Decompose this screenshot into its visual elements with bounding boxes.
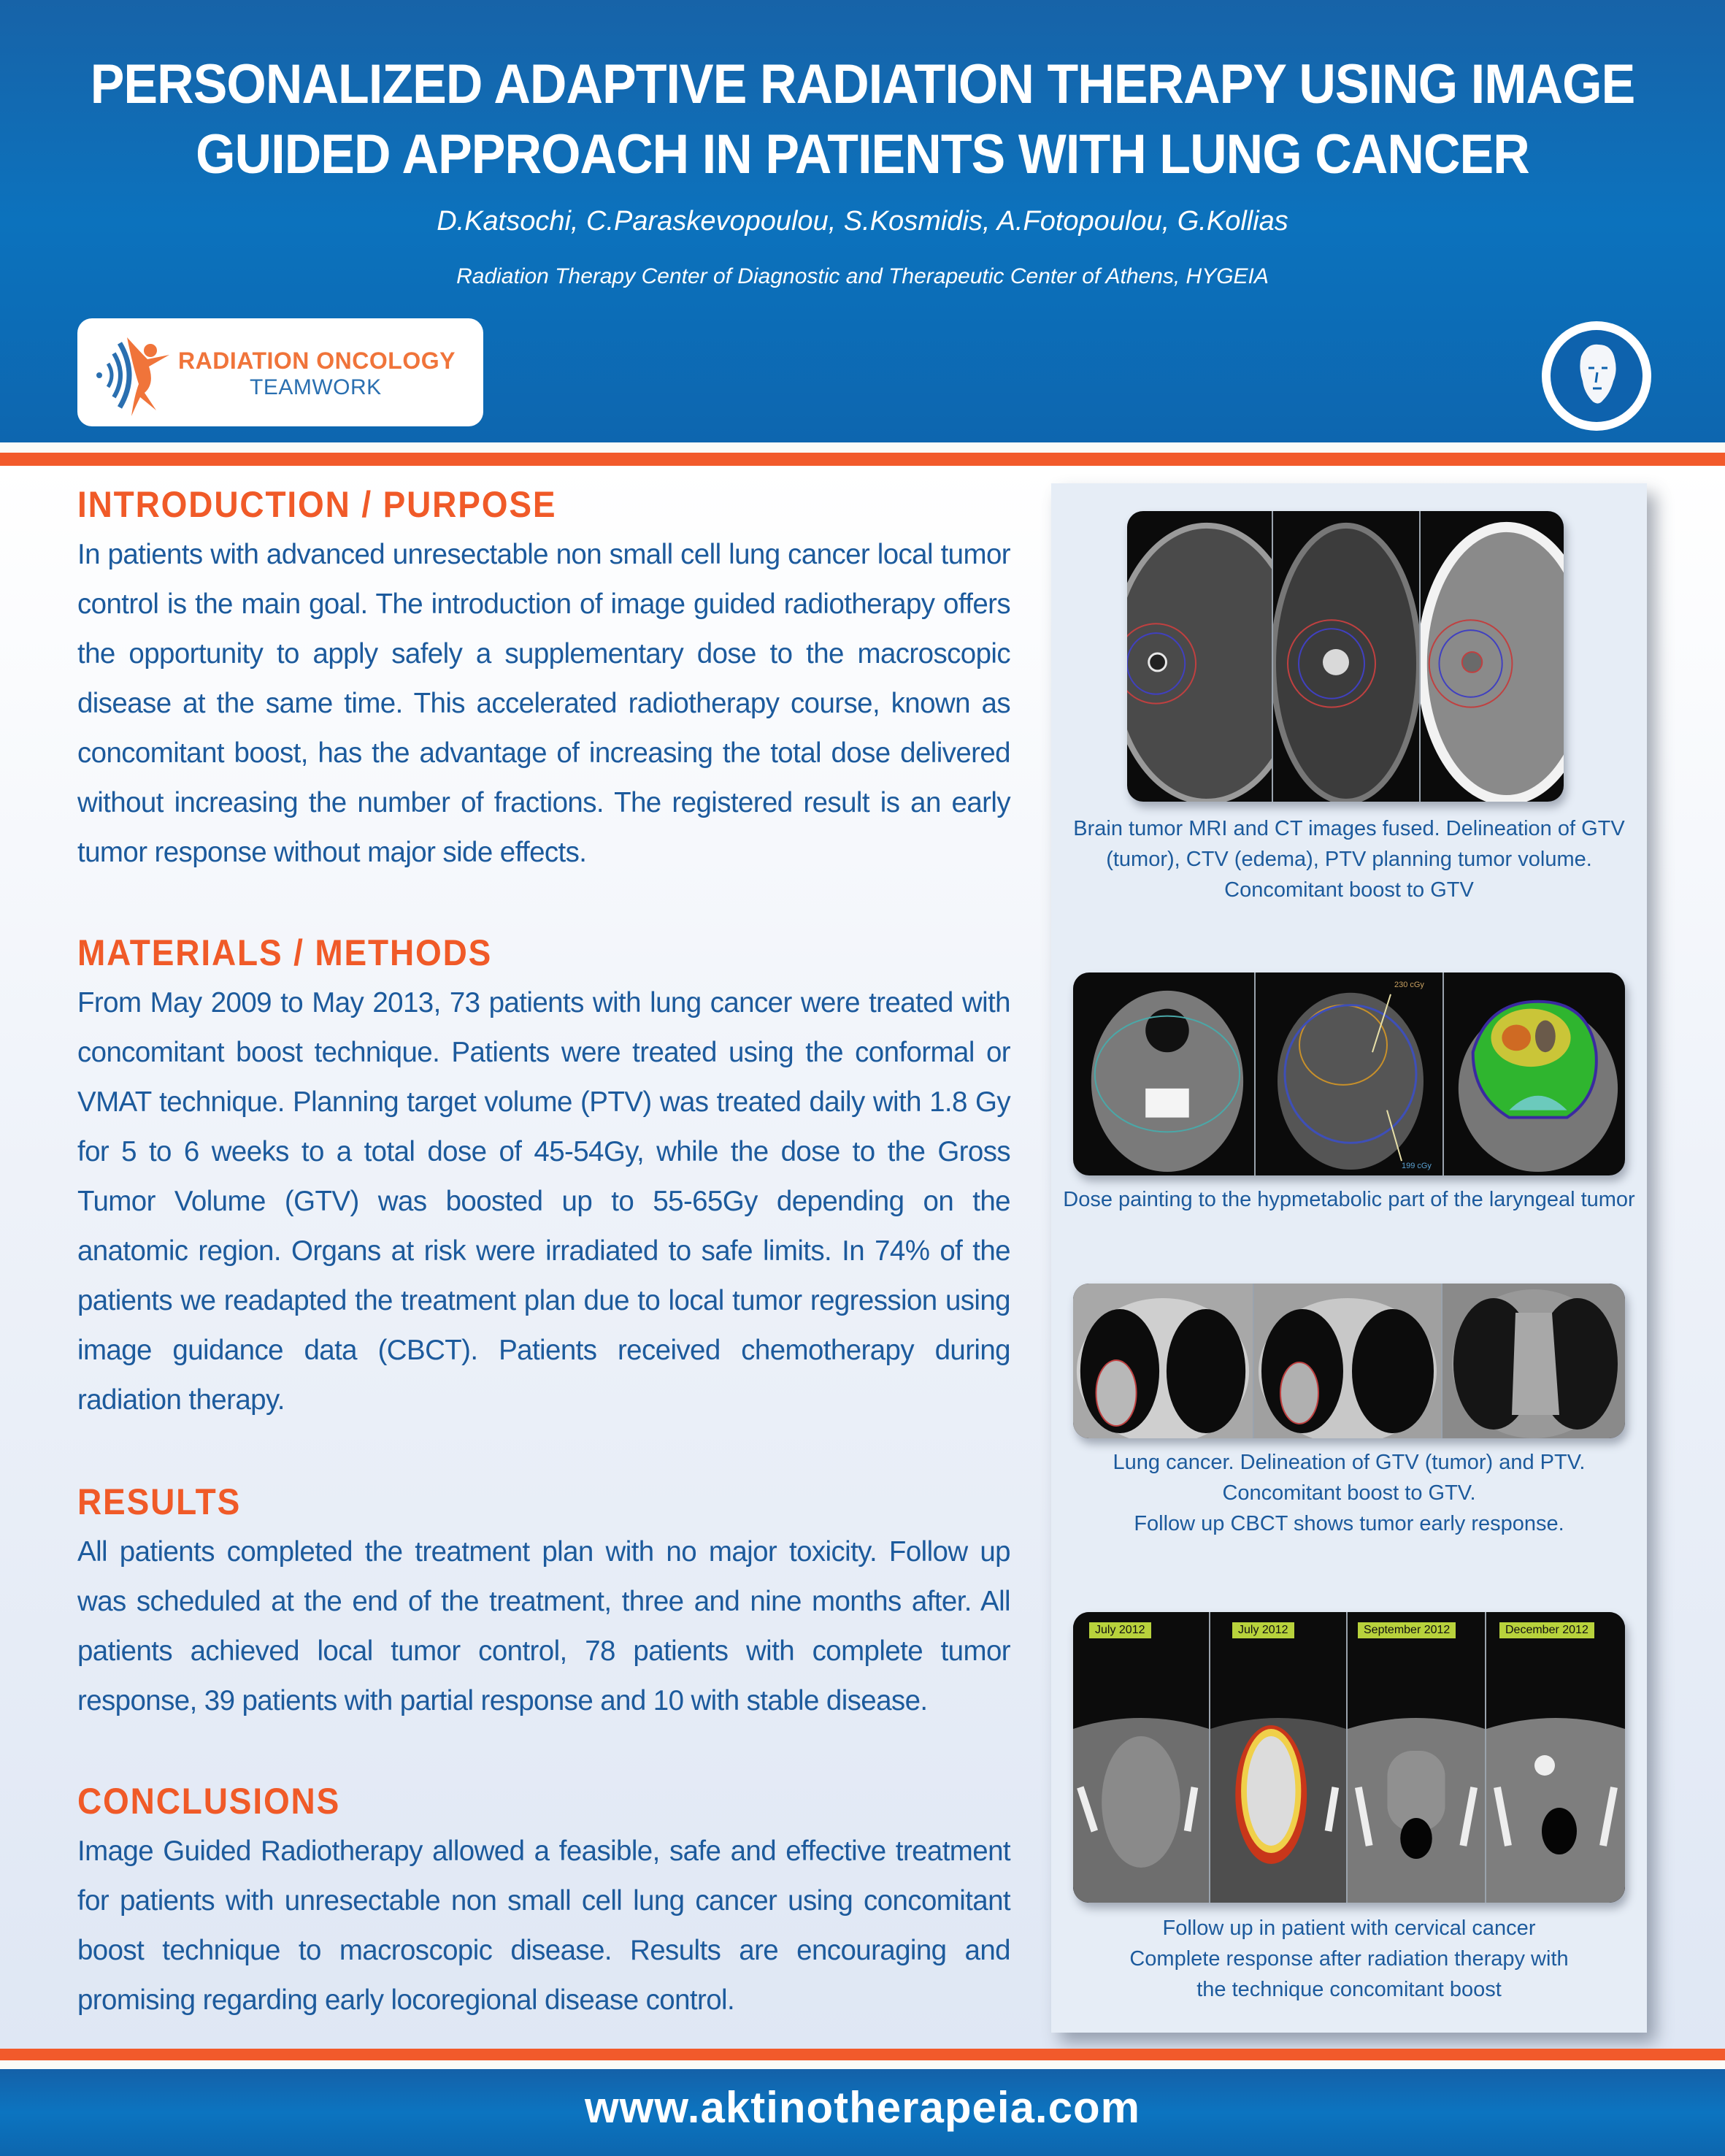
brain-mri-t2-image	[1273, 511, 1421, 802]
header-divider-orange	[0, 453, 1725, 466]
section-body: In patients with advanced unresectable non small cell lung cancer local tumor control is the main goal. The introduction of image guided radiotherapy offers the opportunity to apply safely a supplementary dose to the macroscopic disease at the same time. This accelerated radiotherapy course, known as concomitant boost, has the advantage of increasing the total dose delivered without increasing the number of fractions. The registered result is an early tumor response without major side effects.	[77, 539, 1010, 868]
logo-text-line2: TEAMWORK	[250, 375, 382, 399]
figure-caption-lung: Lung cancer. Delineation of GTV (tumor) and PTV. Concomitant boost to GTV. Follow up CBCT shows tumor early response.	[1113, 1451, 1586, 1535]
date-tag: July 2012	[1232, 1622, 1294, 1638]
section-results	[77, 1481, 1010, 1726]
section-introduction	[77, 483, 1010, 878]
figure-laryngeal-dose-painting	[1073, 972, 1625, 1175]
poster-header	[0, 0, 1725, 442]
poster-title	[69, 50, 1656, 190]
figure-lung-scans	[1073, 1284, 1625, 1438]
section-title: INTRODUCTION / PURPOSE	[77, 484, 557, 525]
lung-cbct-followup-image	[1442, 1284, 1625, 1438]
larynx-ct-arrow-image	[1256, 972, 1444, 1175]
website-url[interactable]: www.aktinotherapeia.com	[585, 2083, 1140, 2132]
cervical-ct-september-image	[1348, 1612, 1486, 1903]
section-title: RESULTS	[77, 1481, 242, 1522]
lung-ct-planning-image	[1073, 1284, 1254, 1438]
title-line-1: PERSONALIZED ADAPTIVE RADIATION THERAPY USING IMAGE	[90, 53, 1635, 115]
figure-cervical-followup	[1073, 1612, 1625, 1903]
date-tag: September 2012	[1358, 1622, 1456, 1638]
section-conclusions	[77, 1780, 1010, 2025]
section-body: Image Guided Radiotherapy allowed a feasible, safe and effective treatment for patients with unresectable non small cell lung cancer using concomitant boost technique to macroscopic disease. Results are encouraging and promising regarding early locoregional disease control.	[77, 1835, 1010, 2016]
cervical-pet-july-image	[1210, 1612, 1348, 1903]
poster-footer	[0, 2069, 1725, 2156]
dose-label-230: 230 cGy	[1394, 980, 1424, 989]
footer-divider-orange	[0, 2049, 1725, 2060]
affiliation: Radiation Therapy Center of Diagnostic and Therapeutic Center of Athens, HYGEIA	[456, 264, 1269, 288]
institution-seal	[1542, 321, 1651, 431]
date-tag: July 2012	[1089, 1622, 1151, 1638]
larynx-dose-colorwash-image	[1444, 972, 1625, 1175]
brain-ct-image	[1421, 511, 1564, 802]
cervical-ct-july-image	[1073, 1612, 1210, 1903]
figure-panel	[1051, 483, 1647, 2033]
dose-label-199: 199 cGy	[1402, 1162, 1432, 1171]
header-divider-white	[0, 442, 1725, 453]
radiation-oncology-teamwork-logo	[77, 318, 483, 426]
figure-caption-larynx: Dose painting to the hypmetabolic part of the laryngeal tumor	[1063, 1188, 1635, 1211]
figure-caption-brain: Brain tumor MRI and CT images fused. Delineation of GTV (tumor), CTV (edema), PTV planning tumor volume. Concomitant boost to GTV	[1073, 817, 1625, 902]
lung-ct-boost-image	[1254, 1284, 1442, 1438]
classical-head-seal-icon	[1551, 330, 1643, 422]
radiation-figure-icon	[88, 326, 175, 421]
larynx-ct-contour-image	[1073, 972, 1256, 1175]
title-line-2: GUIDED APPROACH IN PATIENTS WITH LUNG CANCER	[196, 123, 1529, 185]
section-body: From May 2009 to May 2013, 73 patients with lung cancer were treated with concomitant boost technique. Patients were treated using the conformal or VMAT technique. Planning target volume (PTV) was treated daily with 1.8 Gy for 5 to 6 weeks to a total dose of 45-54Gy, while the dose to the Gross Tumor Volume (GTV) was boosted up to 55-65Gy depending on the anatomic region. Organs at risk were irradiated to safe limits. In 74% of the patients we readapted the treatment plan due to local tumor regression using image guidance data (CBCT). Patients received chemotherapy during radiation therapy.	[77, 987, 1010, 1416]
footer-divider-white	[0, 2060, 1725, 2069]
logo-text-line1: RADIATION ONCOLOGY	[178, 348, 456, 374]
date-tag: December 2012	[1499, 1622, 1594, 1638]
section-materials-methods	[77, 932, 1010, 1425]
section-title: CONCLUSIONS	[77, 1781, 341, 1822]
authors: D.Katsochi, C.Paraskevopoulou, S.Kosmidis, A.Fotopoulou, G.Kollias	[437, 206, 1288, 237]
brain-mri-t1-image	[1127, 511, 1273, 802]
figure-caption-cervical: Follow up in patient with cervical cancer Complete response after radiation therapy with the technique concomitant boost	[1129, 1917, 1569, 2001]
cervical-ct-december-image	[1486, 1612, 1625, 1903]
figure-brain-scans	[1127, 511, 1564, 802]
section-body: All patients completed the treatment plan with no major toxicity. Follow up was scheduled at the end of the treatment, three and nine months after. All patients achieved local tumor control, 78 patients with complete tumor response, 39 patients with partial response and 10 with stable disease.	[77, 1536, 1010, 1716]
section-title: MATERIALS / METHODS	[77, 932, 493, 973]
